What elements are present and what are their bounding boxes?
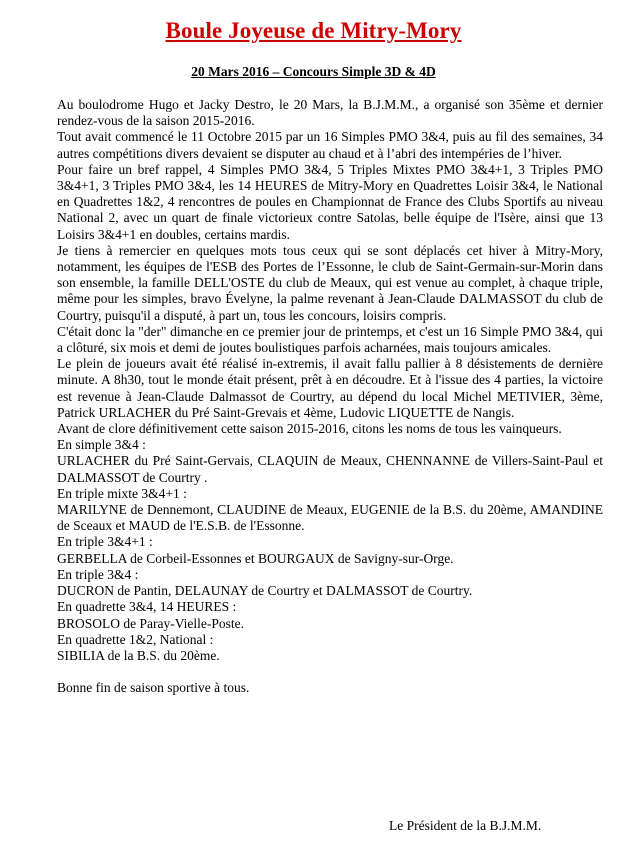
category-winners: SIBILIA de la B.S. du 20ème.: [57, 647, 220, 663]
category-heading: En triple 3&4+1 :: [57, 534, 153, 550]
category-winners: BROSOLO de Paray-Vielle-Poste.: [57, 615, 245, 631]
paragraph-winners-intro: Avant de clore définitivement cette saison 2015-2016, citons les noms de tous les vainqueurs.: [57, 421, 562, 437]
paragraph-recap: Pour faire un bref rappel, 4 Simples PMO 3&4, 5 Triples Mixtes PMO 3&4+1, 3 Triples PMO 3&4+1, 3 Triples PMO 3&4, les 14 HEURES de Mitry-Mory en Quadrettes Loisir 3&4, le National en Quadrettes 1&2, 4 rencontres de poules en Championnat de France des Clubs Sportifs au niveau National 2, avec un quart de finale victorieux contre Satolas, belle équipe de l'Isère, ainsi que 13 Loisirs 3&4+1 en doubles, certains mardis.: [57, 161, 603, 242]
category-heading: En triple 3&4 :: [57, 566, 139, 582]
category-heading: En triple mixte 3&4+1 :: [57, 485, 187, 501]
page-title: Boule Joyeuse de Mitry-Mory: [165, 18, 462, 43]
paragraph-intro: Au boulodrome Hugo et Jacky Destro, le 20 Mars, la B.J.M.M., a organisé son 35ème et dernier rendez-vous de la saison 2015-2016.: [57, 97, 603, 129]
category-winners: GERBELLA de Corbeil-Essonnes et BOURGAUX de Savigny-sur-Orge.: [57, 550, 454, 566]
category-heading: En simple 3&4 :: [57, 437, 146, 453]
paragraph-thanks: Je tiens à remercier en quelques mots tous ceux qui se sont déplacés cet hiver à Mitry-Mory, notamment, les équipes de l'ESB des Portes de l’Essonne, le club de Saint-Germain-sur-Morin dans son ensemble, la famille DELL'OSTE du club de Meaux, qui est venue au complet, à chaque triple, même pour les simples, bravo Évelyne, la palme revenant à Jean-Claude DALMASSOT du club de Courtry, puisqu'il a disputé, à part un, tous les concours, loisirs compris.: [57, 242, 603, 323]
closing-line: Bonne fin de saison sportive à tous.: [57, 680, 250, 696]
category-winners: DUCRON de Pantin, DELAUNAY de Courtry et DALMASSOT de Courtry.: [57, 583, 473, 599]
paragraph-last-event: C'était donc la "der" dimanche en ce premier jour de printemps, et c'est un 16 Simple PMO 3&4, qui a clôturé, six mois et demi de joutes boulistiques parfois acharnées, mais toujours amicales.: [57, 323, 603, 356]
signature: Le Président de la B.J.M.M.: [389, 818, 542, 833]
paragraph-season-start: Tout avait commencé le 11 Octobre 2015 par un 16 Simples PMO 3&4, puis au fil des semaines, 34 autres compétitions divers devaient se disputer au chaud et à l’abri des intempéries de l’hiver.: [57, 129, 603, 161]
category-heading: En quadrette 3&4, 14 HEURES :: [57, 599, 237, 615]
category-winners: URLACHER du Pré Saint-Gervais, CLAQUIN de Meaux, CHENNANNE de Villers-Saint-Paul et DALMASSOT de Courtry .: [57, 453, 603, 485]
page-subtitle: 20 Mars 2016 – Concours Simple 3D & 4D: [191, 64, 436, 79]
paragraph-results: Le plein de joueurs avait été réalisé in-extremis, il avait fallu pallier à 8 désistements de dernière minute. A 8h30, tout le monde était présent, prêt à en découdre. Et à l'issue des 4 parties, la victoire est revenue à Jean-Claude Dalmassot de Courtry, au dépend du local Michel METIVIER, 3ème, Patrick URLACHER du Pré Saint-Grevais et 4ème, Ludovic LIQUETTE de Nangis.: [57, 356, 603, 420]
article-body: [57, 97, 603, 697]
category-winners: MARILYNE de Dennemont, CLAUDINE de Meaux, EUGENIE de la B.S. du 20ème, AMANDINE de Sceaux et MAUD de l'E.S.B. de l'Essonne.: [57, 502, 603, 534]
category-heading: En quadrette 1&2, National :: [57, 631, 214, 647]
blank-line: [57, 664, 603, 680]
